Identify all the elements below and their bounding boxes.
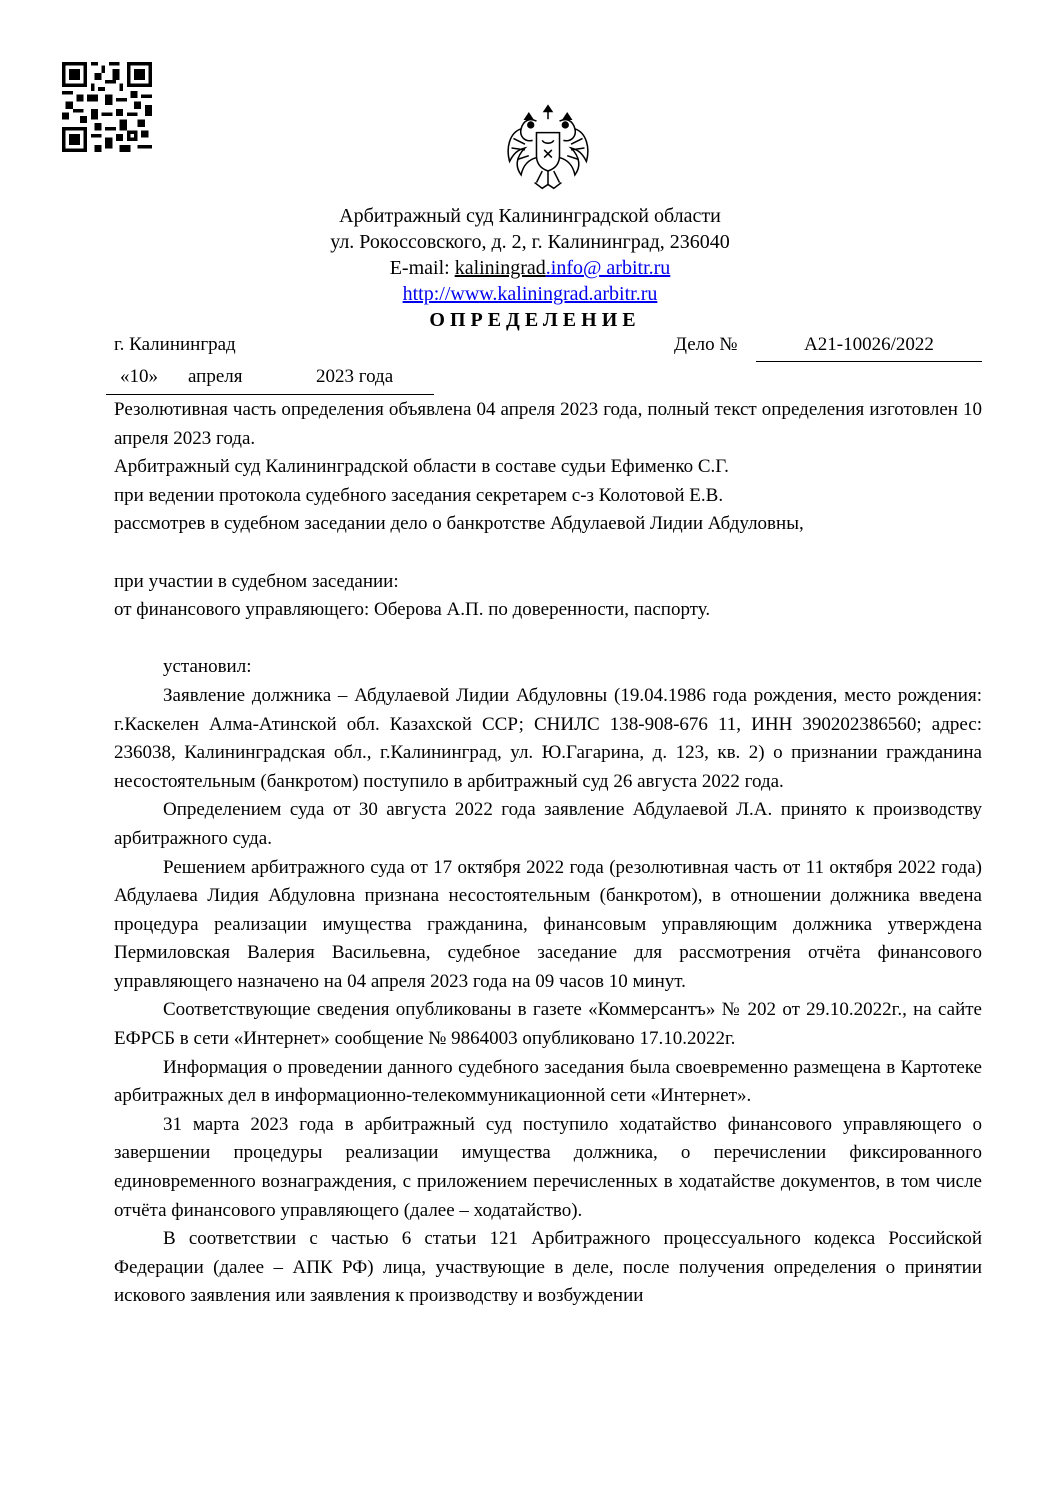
document-date bbox=[106, 366, 434, 395]
blank-line bbox=[114, 625, 982, 654]
paragraph-participant: от финансового управляющего: Оберова А.П. по доверенности, паспорту. bbox=[114, 599, 711, 621]
court-email-line bbox=[0, 255, 1060, 281]
email-label: E-mail: bbox=[389, 257, 455, 279]
city: г. Калининград bbox=[114, 334, 236, 355]
paragraph-participants-heading: при участии в судебном заседании: bbox=[114, 570, 399, 592]
document-title: ОПРЕДЕЛЕНИЕ bbox=[429, 309, 641, 331]
date-year: 2023 года bbox=[316, 366, 394, 387]
date-month: апреля bbox=[188, 366, 243, 387]
paragraph-case-subject: рассмотрев в судебном заседании дело о банкротстве Абдулаевой Лидии Абдуловны, bbox=[114, 513, 804, 535]
case-label: Дело № bbox=[674, 334, 738, 355]
document-body bbox=[114, 396, 982, 1311]
paragraph-decision: Решением арбитражного суда от 17 октября 2022 года (резолютивная часть от 11 октября 2022 года) Абдулаева Лидия Абдуловна признана несостоятельным (банкротом), в отношении должника введена процедура реализации имущества гражданина, финансовым управляющим должника утверждена Пермиловская Валерия Васильевна, судебное заседание для рассмотрения отчёта финансового управляющего назначено на 04 апреля 2023 года на 09 часов 10 минут. bbox=[114, 856, 982, 992]
email-link-part1[interactable]: kaliningrad bbox=[454, 257, 546, 279]
paragraph-information: Информация о проведении данного судебного заседания была своевременно размещена в Картотеке арбитражных дел в информационно-телекоммуникационной сети «Интернет». bbox=[114, 1056, 982, 1107]
coat-of-arms-emblem bbox=[500, 98, 596, 198]
paragraph-secretary: при ведении протокола судебного заседания секретарем с-з Колотовой Е.В. bbox=[114, 484, 724, 506]
email-link-part2[interactable]: .info@ arbitr.ru bbox=[545, 257, 671, 279]
paragraph-court-composition: Арбитражный суд Калининградской области в составе судьи Ефименко С.Г. bbox=[114, 456, 729, 478]
qr-code bbox=[62, 62, 152, 152]
paragraph-legal-basis: В соответствии с частью 6 статьи 121 Арбитражного процессуального кодекса Российской Федерации (далее – АПК РФ) лица, участвующие в деле, после получения определения о принятии искового заявления или заявления к производству и возбуждении bbox=[114, 1228, 982, 1307]
court-website-link[interactable]: http://www.kaliningrad.arbitr.ru bbox=[402, 283, 658, 305]
section-established: установил: bbox=[163, 656, 252, 678]
case-number: А21-10026/2022 bbox=[756, 334, 982, 362]
court-header bbox=[0, 203, 1060, 333]
paragraph-motion: 31 марта 2023 года в арбитражный суд поступило ходатайство финансового управляющего о завершении процедуры реализации имущества должника, о перечислении фиксированного единовременного вознаграждения, с приложением перечисленных в ходатайстве документов, в том числе отчёта финансового управляющего (далее – ходатайство). bbox=[114, 1113, 982, 1221]
court-address: ул. Рокоссовского, д. 2, г. Калининград, 236040 bbox=[330, 231, 730, 253]
paragraph-acceptance: Определением суда от 30 августа 2022 года заявление Абдулаевой Л.А. принято к производству арбитражного суда. bbox=[114, 799, 982, 849]
paragraph-announcement: Резолютивная часть определения объявлена 04 апреля 2023 года, полный текст определения изготовлен 10 апреля 2023 года. bbox=[114, 399, 982, 449]
blank-line bbox=[114, 539, 982, 568]
court-name: Арбитражный суд Калининградской области bbox=[339, 205, 721, 227]
paragraph-publication: Соответствующие сведения опубликованы в газете «Коммерсантъ» № 202 от 29.10.2022г., на сайте ЕФРСБ в сети «Интернет» сообщение № 9864003 опубликовано 17.10.2022г. bbox=[114, 999, 982, 1050]
paragraph-debtor-application: Заявление должника – Абдулаевой Лидии Абдуловны (19.04.1986 года рождения, место рождения: г.Каскелен Алма-Атинской обл. Казахской ССР; СНИЛС 138-908-676 11, ИНН 390202386560; адрес: 236038, Калининградская обл., г.Калининград, ул. Ю.Гагарина, д. 123, кв. 2) о признании гражданина несостоятельным (банкротом) поступило в арбитражный суд 26 августа 2022 года. bbox=[114, 684, 982, 792]
date-day: «10» bbox=[120, 366, 158, 387]
